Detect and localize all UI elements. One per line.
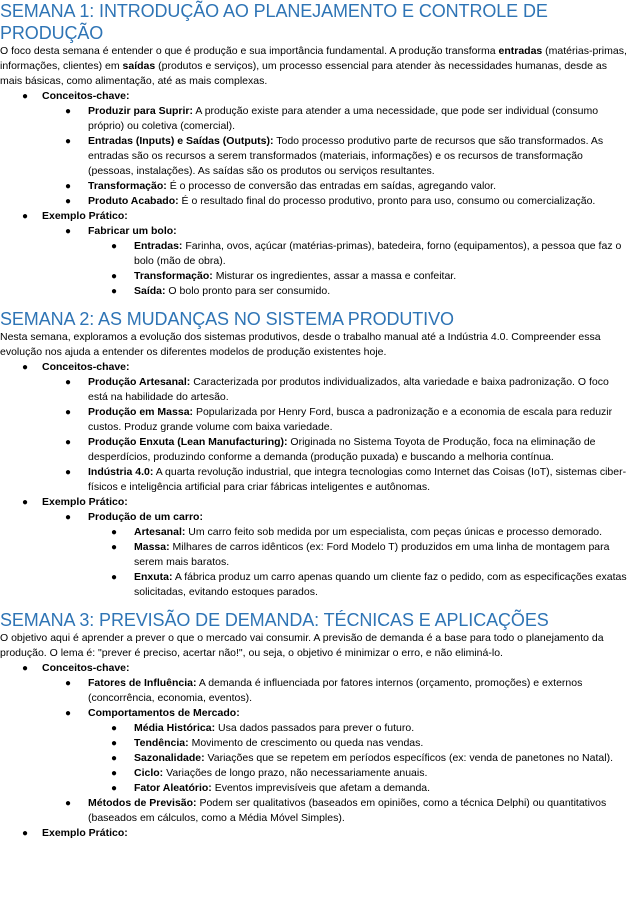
bullet-icon: ● [65,407,72,418]
list-item: ● Massa: Milhares de carros idênticos (ex: Ford Modelo T) produzidos em uma linha de montagem para serem mais baratos. [111,541,610,568]
bullet-icon: ● [111,527,118,538]
section-spacer [0,600,628,609]
bullet-icon: ● [22,91,29,102]
bullet-icon: ● [65,678,72,689]
list-item: ● Produção Artesanal: Caracterizada por produtos individualizados, alta variedade e baixa padronização. O foco está na habilidade do artesão. [65,376,609,403]
bullet-icon: ● [65,467,72,478]
section-list [0,360,628,600]
bullet-icon: ● [22,362,29,373]
bullet-icon: ● [65,196,72,207]
bullet-icon: ● [65,512,72,523]
bullet-icon: ● [22,828,29,839]
list-item: ● Produção Enxuta (Lean Manufacturing): Originada no Sistema Toyota de Produção, foca na eliminação de desperdícios, produzindo conforme a demanda (produção puxada) e buscando a melhoria contínua. [65,436,596,463]
bullet-icon: ● [22,663,29,674]
list-item-concepts: ● Conceitos-chave: ● Produção Artesanal: Caracterizada por produtos individualizados, alta variedade e baixa padronização. O foco está na habilidade do artesão. ● Produção em Massa: Popularizada por Henry Ford, busca a padronização e a economia de escala para reduzir custos. Produz grande volume com baixa variedade. ● Produção Enxuta (Lean Manufacturing): Originada no Sistema Toyota de Produção, foca na eliminação de desperdícios, produzindo conforme a demanda (produção puxada) e buscando a melhoria contínua. ● Indústria 4.0: A quarta revolução industrial, que integra tecnologias como Internet das Coisas (IoT), sistemas ciber-físicos e inteligência artificial para criar fábricas inteligentes e autônomas. [22,361,627,493]
list-item: ● Comportamentos de Mercado: ● Média Histórica: Usa dados passados para prever o futuro. ● Tendência: Movimento de crescimento ou queda nas vendas. ● Sazonalidade: Variações que se repetem em períodos específicos (ex: venda de panetones no Natal). ● Ciclo: Variações de longo prazo, não necessariamente anuais. ● Fator Aleatório: Eventos imprevisíveis que afetam a demanda. [42,706,628,796]
bullet-icon: ● [65,106,72,117]
bullet-icon: ● [111,286,118,297]
list-item: ● Fabricar um bolo: ● Entradas: Farinha, ovos, açúcar (matérias-primas), batedeira, forno (equipamentos), a pessoa que faz o bolo (mão de obra). ● Transformação: Misturar os ingredientes, assar a massa e confeitar. ● Saída: O bolo pronto para ser consumido. [42,224,628,299]
section-list [0,89,628,299]
list-item: ● Fator Aleatório: Eventos imprevisíveis que afetam a demanda. [111,782,431,794]
list-item-concepts: ● Conceitos-chave: ● Fatores de Influência: A demanda é influenciada por fatores internos (orçamento, promoções) e externos (concorrência, economia, eventos). ● Comportamentos de Mercado: ● Média Histórica: Usa dados passados para prever o futuro. ● Tendência: Movimento de crescimento ou queda nas vendas. ● Sazonalidade: Variações que se repetem em períodos específicos (ex: venda de panetones no Natal). ● Ciclo: Variações de longo prazo, não necessariamente anuais. ● Fator Aleatório: Eventos imprevisíveis que afetam a demanda. ● Métodos de Previsão: Podem ser qualitativos (baseados em opiniões, como a técnica Delphi) ou quantitativos (baseados em cálculos, como a Média Móvel Simples). [0,661,628,826]
section-title: SEMANA 2: AS MUDANÇAS NO SISTEMA PRODUTIVO [0,309,454,329]
list-item: ● Artesanal: Um carro feito sob medida por um especialista, com peças únicas e processo demorado. [111,526,603,538]
bullet-icon: ● [65,226,72,237]
bullet-icon: ● [65,437,72,448]
bullet-icon: ● [65,377,72,388]
list-item: ● Enxuta: A fábrica produz um carro apenas quando um cliente faz o pedido, com as especificações exatas solicitadas, evitando estoques parados. [111,571,627,598]
bullet-icon: ● [111,572,118,583]
section-title: SEMANA 1: INTRODUÇÃO AO PLANEJAMENTO E CONTROLE DE PRODUÇÃO [0,1,548,43]
bullet-icon: ● [65,136,72,147]
bullet-icon: ● [111,271,118,282]
list-item: ● Sazonalidade: Variações que se repetem em períodos específicos (ex: venda de panetones no Natal). [111,752,613,764]
bullet-icon: ● [65,181,72,192]
section-spacer [0,299,628,308]
list-item: ● Tendência: Movimento de crescimento ou queda nas vendas. [111,737,424,749]
list-item: ● Ciclo: Variações de longo prazo, não necessariamente anuais. [111,767,428,779]
list-item: ● Entradas: Farinha, ovos, açúcar (matérias-primas), batedeira, forno (equipamentos), a pessoa que faz o bolo (mão de obra). [111,240,622,267]
list-item: ● Produzir para Suprir: A produção existe para atender a uma necessidade, que pode ser individual (consumo próprio) ou coletiva (comercial). [65,105,599,132]
section-title: SEMANA 3: PREVISÃO DE DEMANDA: TÉCNICAS E APLICAÇÕES [0,610,549,630]
list-item: ● Média Histórica: Usa dados passados para prever o futuro. [111,722,415,734]
list-item: ● Produção de um carro: ● Artesanal: Um carro feito sob medida por um especialista, com peças únicas e processo demorado. ● Massa: Milhares de carros idênticos (ex: Ford Modelo T) produzidos em uma linha de montagem para serem mais baratos. ● Enxuta: A fábrica produz um carro apenas quando um cliente faz o pedido, com as especificações exatas solicitadas, evitando estoques parados. [65,511,627,598]
bullet-icon: ● [111,753,118,764]
bullet-icon: ● [111,723,118,734]
section-week-1 [0,0,628,299]
section-week-3 [0,609,628,841]
bullet-icon: ● [22,497,29,508]
list-item: ● Entradas (Inputs) e Saídas (Outputs): Todo processo produtivo parte de recursos que são transformados. As entradas são os recursos a serem transformados (materiais, informações) e os recursos de transformação (pessoas, instalações). As saídas são os produtos ou serviços resultantes. [65,135,604,177]
list-item: ● Transformação: Misturar os ingredientes, assar a massa e confeitar. [111,270,457,282]
list-item: ● Produção em Massa: Popularizada por Henry Ford, busca a padronização e a economia de escala para reduzir custos. Produz grande volume com baixa variedade. [65,406,613,433]
list-item-concepts: ● Conceitos-chave: ● Produzir para Suprir: A produção existe para atender a uma necessidade, que pode ser individual (consumo próprio) ou coletiva (comercial). ● Entradas (Inputs) e Saídas (Outputs): Todo processo produtivo parte de recursos que são transformados. As entradas são os recursos a serem transformados (materiais, informações) e os recursos de transformação (pessoas, instalações). As saídas são os produtos ou serviços resultantes. ● Transformação: É o processo de conversão das entradas em saídas, agregando valor. ● Produto Acabado: É o resultado final do processo produtivo, pronto para uso, consumo ou comercialização. [0,89,628,209]
list-item: ● Métodos de Previsão: Podem ser qualitativos (baseados em opiniões, como a técnica Delphi) ou quantitativos (baseados em cálculos, como a Média Móvel Simples). [65,797,607,824]
list-item: ● Produto Acabado: É o resultado final do processo produtivo, pronto para uso, consumo ou comercialização. [65,195,596,207]
list-item: ● Fatores de Influência: A demanda é influenciada por fatores internos (orçamento, promoções) e externos (concorrência, economia, eventos). [65,677,583,704]
list-item: ● Transformação: É o processo de conversão das entradas em saídas, agregando valor. [65,180,496,192]
bullet-icon: ● [111,542,118,553]
bullet-icon: ● [111,738,118,749]
list-item-example: ● Exemplo Prático: ● Produção de um carro: ● Artesanal: Um carro feito sob medida por um especialista, com peças únicas e processo demorado. ● Massa: Milhares de carros idênticos (ex: Ford Modelo T) produzidos em uma linha de montagem para serem mais baratos. ● Enxuta: A fábrica produz um carro apenas quando um cliente faz o pedido, com as especificações exatas solicitadas, evitando estoques parados. [22,496,627,598]
section-intro: Nesta semana, exploramos a evolução dos sistemas produtivos, desde o trabalho manual até a Indústria 4.0. Compreender essa evolução nos ajuda a entender os diferentes modelos de produção existentes hoje. [0,331,601,358]
section-list [0,661,628,841]
bullet-icon: ● [22,211,29,222]
section-intro: O objetivo aqui é aprender a prever o que o mercado vai consumir. A previsão de demanda é a base para todo o planejamento da produção. O lema é: "prever é preciso, acertar não!", ou seja, o objetivo é minimizar o erro, e não eliminá-lo. [0,632,604,659]
list-item-example: ● Exemplo Prático: [22,827,128,839]
section-intro: O foco desta semana é entender o que é produção e sua importância fundamental. A produção transforma entradas (matérias-primas, informações, clientes) em saídas (produtos e serviços), um processo essencial para atender às necessidades humanas, desde as mais básicas, como alimentação, até as mais complexas. [0,45,627,87]
bullet-icon: ● [65,798,72,809]
list-item: ● Indústria 4.0: A quarta revolução industrial, que integra tecnologias como Internet das Coisas (IoT), sistemas ciber-físicos e inteligência artificial para criar fábricas inteligentes e autônomas. [65,466,627,493]
bullet-icon: ● [111,241,118,252]
bullet-icon: ● [111,783,118,794]
bullet-icon: ● [65,708,72,719]
list-item-example: ● Exemplo Prático: ● Fabricar um bolo: ● Entradas: Farinha, ovos, açúcar (matérias-primas), batedeira, forno (equipamentos), a pessoa que faz o bolo (mão de obra). ● Transformação: Misturar os ingredientes, assar a massa e confeitar. ● Saída: O bolo pronto para ser consumido. [0,209,628,299]
list-item: ● Saída: O bolo pronto para ser consumido. [111,285,331,297]
section-week-2 [0,308,628,600]
bullet-icon: ● [111,768,118,779]
